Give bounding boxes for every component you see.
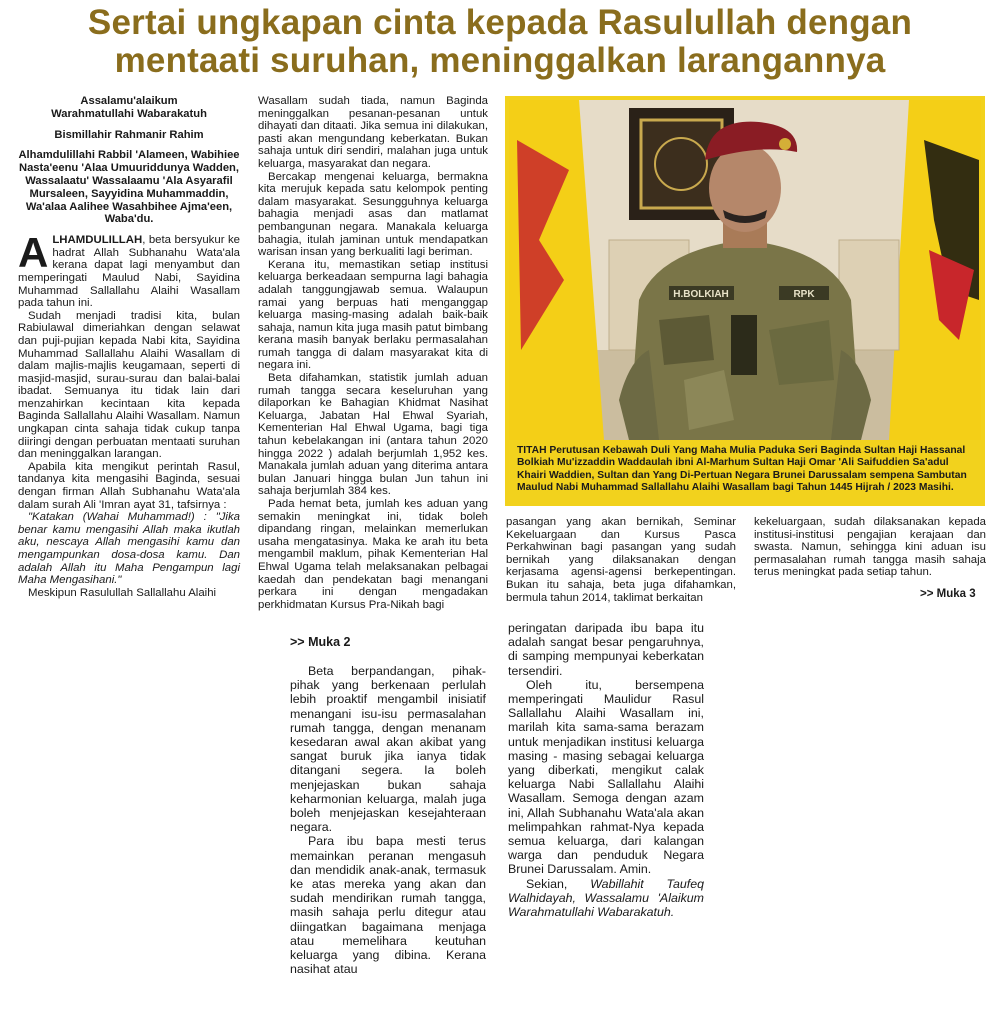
- nametag-text: H.BOLKIAH: [673, 289, 729, 300]
- photo-caption: [509, 440, 981, 495]
- hamdalah: Alhamdulillahi Rabbil 'Alameen, Wabihiee Nasta'eenu 'Alaa Umuuriddunya Wadden, Wassalaatu' Wassalaamu 'Ala Asyarafil Mursaleen, Sayyidina Muhammaddin, Wa'alaa Aalihee Wasahbihee Ajma'een, Waba'du.: [18, 149, 240, 226]
- paragraph: kekeluargaan, sudah dilaksanakan kepada institusi-institusi pengajian kerajaan dan swasta. Namun, sehingga kini aduan isu permasalahan rumah tangga masih sahaja terus meningkat pada setiap tahun.: [754, 516, 986, 579]
- closing-paragraph: [508, 877, 704, 920]
- article-column-3: [506, 516, 736, 604]
- paragraph: Bercakap mengenai keluarga, bermakna kita merujuk kepada satu kelompok penting dalam masyarakat. Sesungguhnya keluarga bahagia menjadi asas dan matlamat pembangunan negara. Manakala keluarga bahagia, itulah jaminan untuk mendapatkan warisan insan yang berkualiti lagi beriman.: [258, 170, 488, 259]
- paragraph: Para ibu bapa mesti terus memainkan peranan mengasuh dan mendidik anak-anak, termasuk ke atas mereka yang akan dan sudah mendirikan rumah tangga, masih sahaja perlu ditegur atau diingatkan bagaimana menjaga atau memelihara keutuhan keluarga yang dibina. Kerana nasihat atau: [290, 834, 486, 977]
- bismillah: Bismillahir Rahmanir Rahim: [54, 128, 204, 141]
- continue-muka-3-link[interactable]: >> Muka 3: [920, 588, 976, 600]
- paragraph: Beta difahamkan, statistik jumlah aduan rumah tangga secara keseluruhan yang dilaporkan ke Bahagian Khidmat Nasihat Keluarga, Jabatan Hal Ehwal Syariah, Kementerian Hal Ehwal Ugama, bagi tiga tahun kebelakangan ini (antara tahun 2020 hingga 2022 ) adalah berjumlah 1,952 kes. Manakala jumlah aduan yang diterima antara bulan Januari hingga bulan Jun tahun ini sahaja berjumlah 384 kes.: [258, 372, 488, 498]
- photo-frame: [505, 96, 985, 506]
- paragraph: Sudah menjadi tradisi kita, bulan Rabiulawal dimeriahkan dengan selawat dan puji-pujian kepada Nabi kita, Sayidina Muhammad Sallallahu Alaihi Wasallam di dalam majlis-majlis keugamaan, seperti di masjid-masjid, surau-surau dan balai-balai ibadat. Semuanya itu tidak lain dari menzahirkan kecintaan kita kepada Baginda Sallallahu Alaihi Wasallam. Namun ungkapan cinta sahaja tidak cukup tanpa diiringi dengan perbuatan mentaati suruhan dan meninggalkan larangan.: [18, 309, 240, 461]
- closing-salam: Wabillahit Taufeq Walhidayah, Wassalamu 'Alaikum Warahmatullahi Wabarakatuh.: [508, 876, 704, 920]
- ranktag-text: RPK: [793, 289, 815, 300]
- paragraph: Apabila kita mengikut perintah Rasul, tandanya kita mengasihi Baginda, sesuai dengan firman Allah Subhanahu Wata'ala dalam surah Ali 'Imran ayat 31, tafsirnya :: [18, 460, 240, 511]
- article-column-1: [18, 95, 240, 599]
- headline: [0, 4, 1000, 80]
- paragraph: Beta berpandangan, pihak-pihak yang berkenaan perlulah lebih proaktif mengambil inisiatif menangani isu-isu permasalahan rumah tangga, dengan menanam kesedaran awal akan akibat yang sangat buruk jika ianya tidak ditangani segera. Ia boleh menjejaskan bukan sahaja keharmonian keluarga, malah juga boleh menjejaskan kesejahteraan negara.: [290, 664, 486, 835]
- lead-word: LHAMDULILLAH: [52, 234, 143, 247]
- salam-line-1: Assalamu'alaikum: [80, 95, 178, 107]
- caption-lead: TITAH: [517, 445, 547, 456]
- paragraph: pasangan yang akan bernikah, Seminar Kekeluargaan dan Kursus Pasca Perkahwinan bagi pasangan yang sudah bernikah yang dilaksanakan dengan kerjasama agensi-agensi berkepentingan. Bukan itu sahaja, beta juga difahamkan, bermula tahun 2014, taklimat berkaitan: [506, 516, 736, 604]
- article-column-4: [754, 516, 986, 579]
- salam-line-2: Warahmatullahi Wabarakatuh: [51, 107, 207, 120]
- paragraph-text: , beta bersyukur ke hadrat Allah Subhanahu Wata'ala kerana dapat lagi menyambut dan memperingati Maulud Nabi, Sayidina Muhammad Sallallahu Alaihi Wasallam pada tahun ini.: [18, 234, 240, 310]
- headline-line-1: Sertai ungkapan cinta kepada Rasulullah dengan: [87, 3, 913, 42]
- continuation-column-left: [290, 664, 486, 976]
- paragraph: Pada hemat beta, jumlah kes aduan yang semakin meningkat ini, tidak boleh dipandang ringan, melainkan memerlukan usaha mengatasinya. Maka ke arah itu beta mengambil maklum, pihak Kementerian Hal Ehwal Ugama telah melaksanakan pelbagai kaedah dan pendekatan bagi menangani perkara ini dengan mengadakan perkhidmatan Kursus Pra-Nikah bagi: [258, 498, 488, 611]
- paragraph: peringatan daripada ibu bapa itu adalah sangat besar pengaruhnya, di samping mempunyai keberkatan tersendiri.: [508, 621, 704, 678]
- paragraph: Wasallam sudah tiada, namun Baginda meninggalkan pesanan-pesanan untuk dihayati dan ditaati. Jika semua ini dilakukan, pasti akan mengundang keberkatan. Bukan sahaja untuk diri sendiri, malahan juga untuk keluarga, masyarakat dan negara.: [258, 95, 488, 170]
- caption-text: Perutusan Kebawah Duli Yang Maha Mulia Paduka Seri Baginda Sultan Haji Hassanal Bolkiah Mu'izzaddin Waddaulah ibni Al-Marhum Sultan Haji Omar 'Ali Saifuddien Sa'adul Khairi Waddien, Sultan dan Yang Di-Pertuan Negara Brunei Darussalam sempena Sambutan Maulud Nabi Muhammad Sallallahu Alaihi Wasallam bagi Tahun 1445 Hijrah / 2023 Masihi.: [517, 445, 967, 494]
- paragraph: [18, 229, 240, 310]
- quran-quote: "Katakan (Wahai Muhammad!) : "Jika benar kamu mengasihi Allah maka ikutlah aku, nescaya Allah mengasihi kamu dan mengampunkan dosa-dosa kamu. Dan adalah Allah itu Maha Pengampun lagi Maha Mengasihani.": [18, 511, 240, 587]
- continuation-column-right: [508, 621, 704, 919]
- dropcap: A: [18, 229, 49, 277]
- article-column-2: [258, 95, 488, 611]
- greeting-block: [18, 95, 240, 121]
- paragraph: Oleh itu, bersempena memperingati Maulidur Rasul Sallallahu Alaihi Wasallam ini, marilah kita sama-sama berazam untuk menjadikan institusi keluarga masing - masing sebagai keluarga yang diberkati, mengikut calak keluarga Nabi Sallallahu Alaihi Wasallam. Semoga dengan azam ini, Allah Subhanahu Wata'ala akan melimpahkan rahmat-Nya kepada semua keluarga, dari kalangan warga dan penduduk Negara Brunei Darussalam. Amin.: [508, 677, 704, 877]
- photo-illustration: [509, 100, 981, 440]
- closing-lead: Sekian,: [526, 876, 591, 891]
- paragraph: Kerana itu, memastikan setiap institusi keluarga berkeadaan sempurna lagi bahagia adalah tanggungjawab semua. Walaupun ramai yang berpuas hati menganggap keluarga masing-masing adalah baik-baik sahaja, namun kita juga masih patut bimbang kerana masih banyak berlaku permasalahan rumah tangga di dalam masyarakat kita di negara ini.: [258, 258, 488, 372]
- headline-line-2: mentaati suruhan, meninggalkan larangannya: [114, 41, 886, 80]
- paragraph: Meskipun Rasulullah Sallallahu Alaihi: [28, 586, 217, 599]
- sultan-photo: [509, 100, 981, 440]
- continued-from-muka-2: >> Muka 2: [290, 635, 351, 649]
